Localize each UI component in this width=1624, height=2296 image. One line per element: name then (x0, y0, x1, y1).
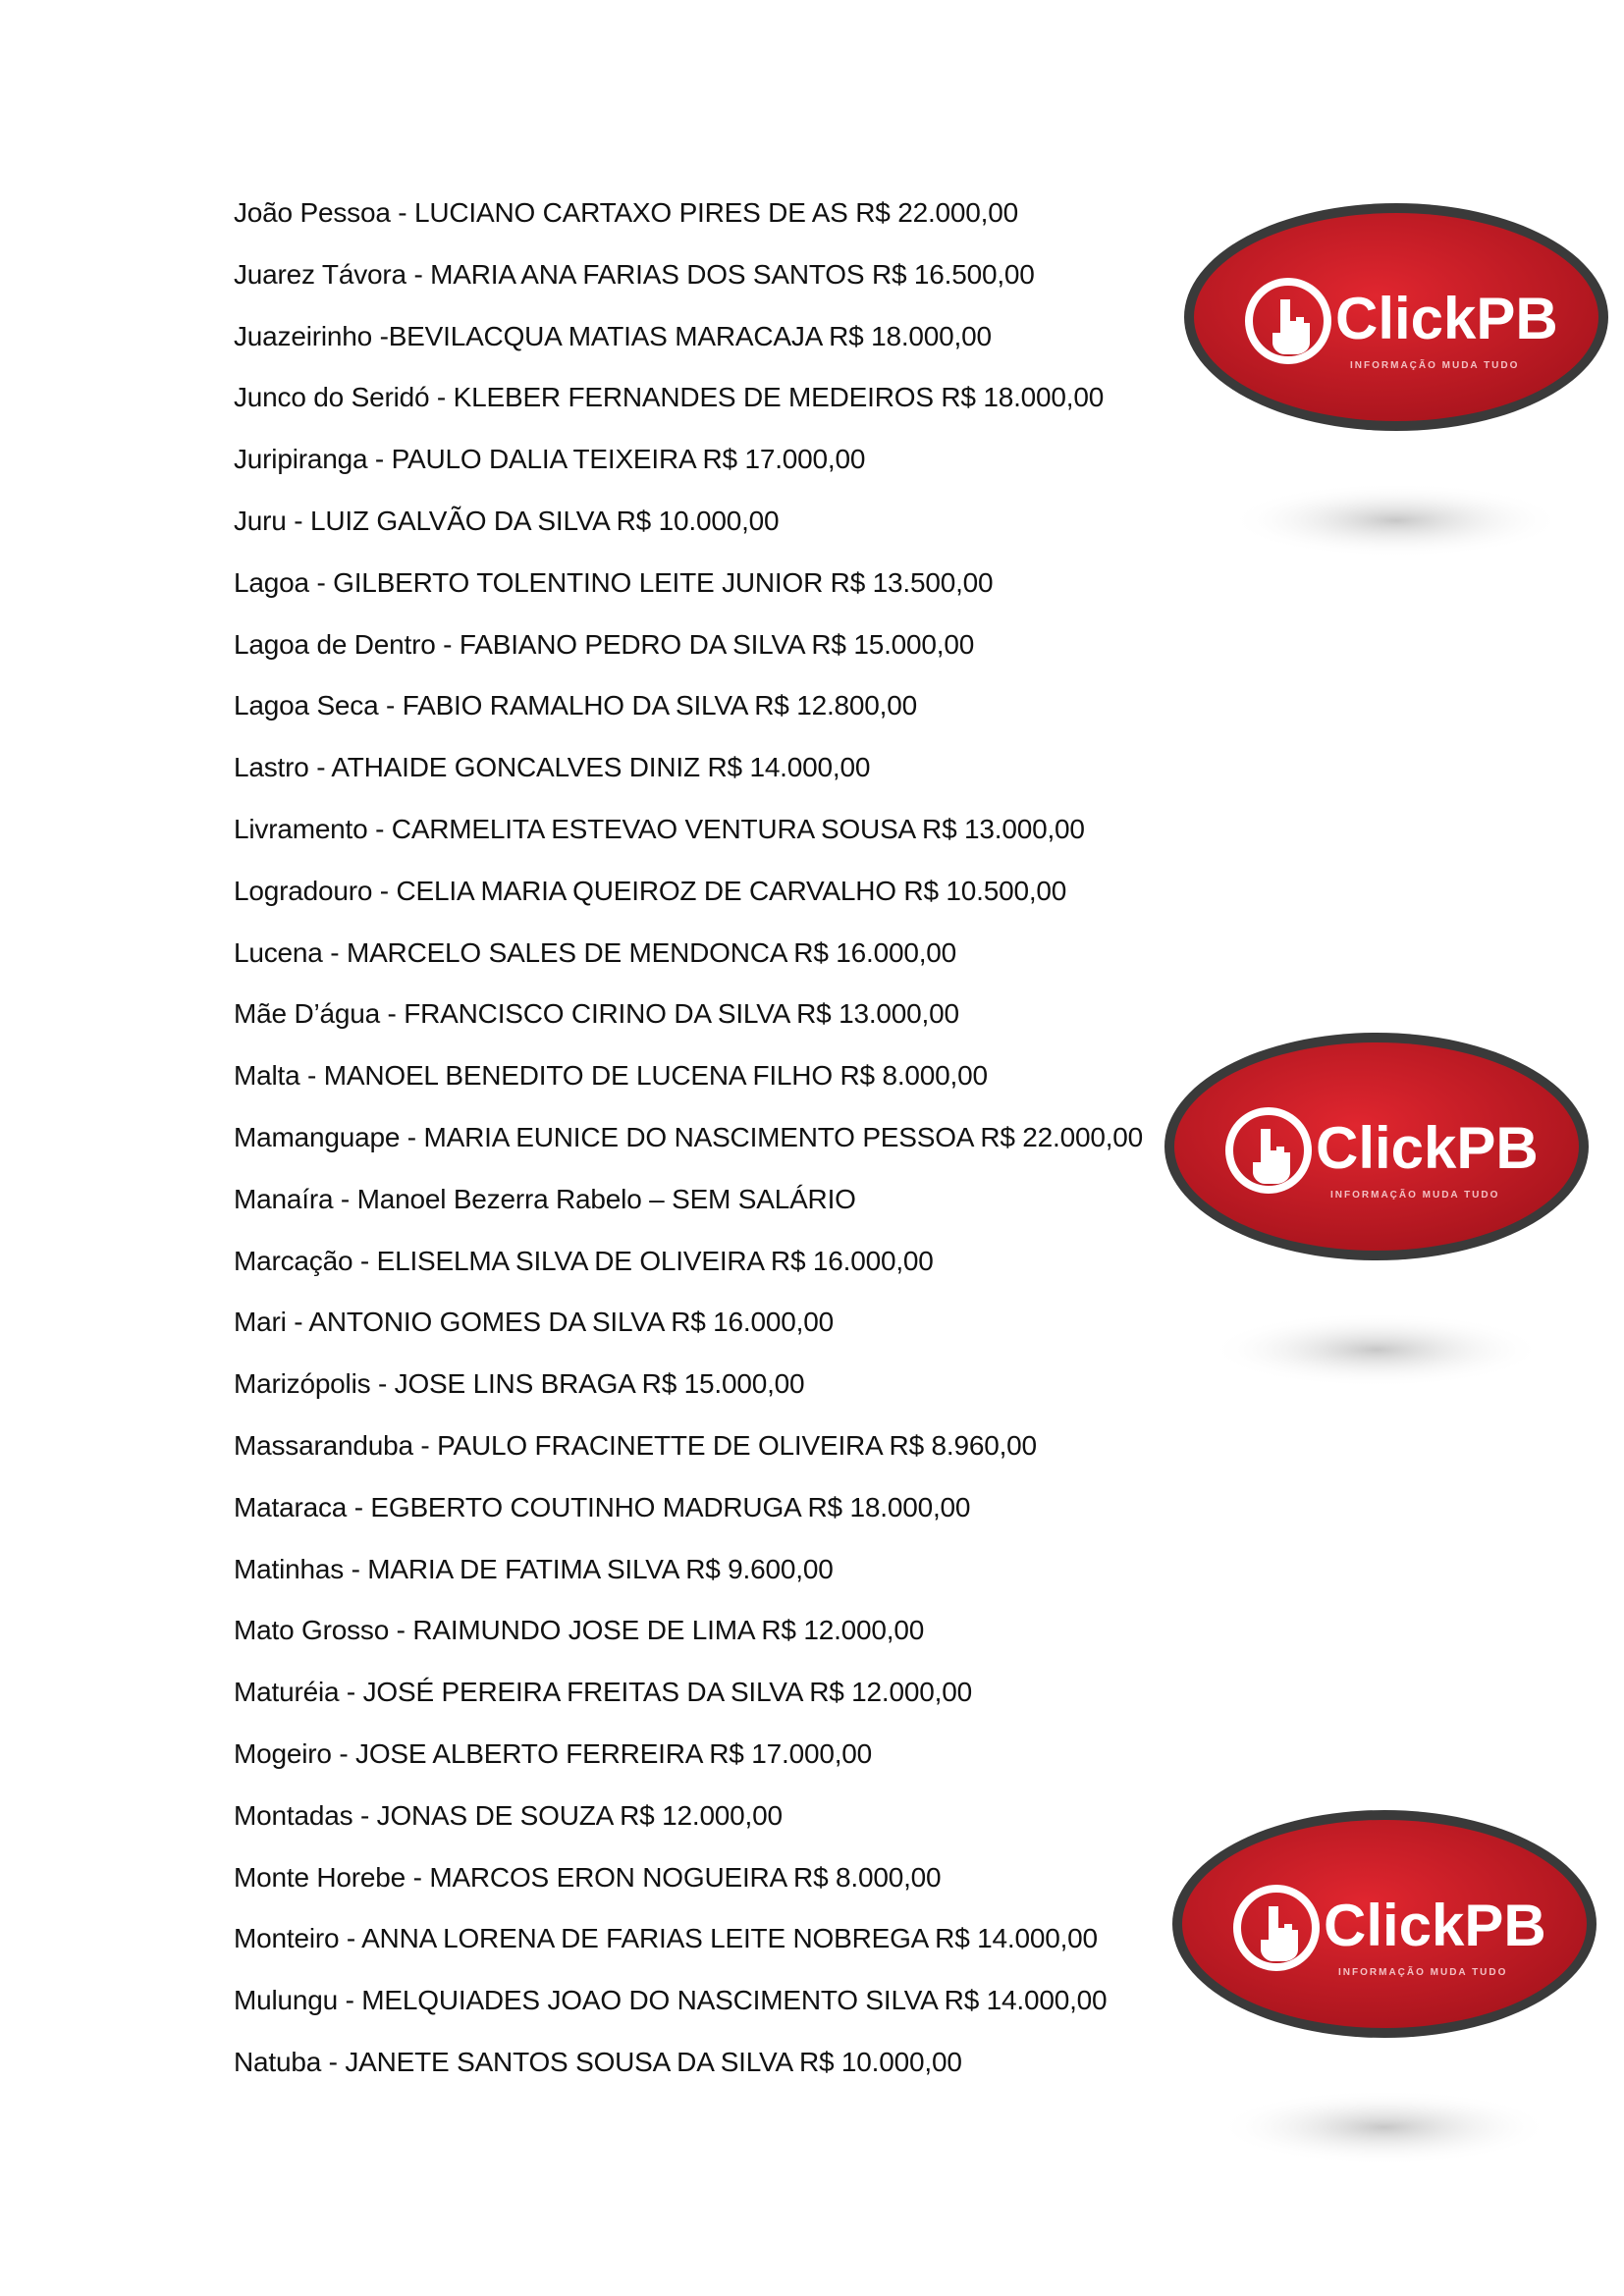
list-item: Marcação - ELISELMA SILVA DE OLIVEIRA R$ 16.000,00 (234, 1245, 934, 1276)
list-item: Mãe D’água - FRANCISCO CIRINO DA SILVA R$ 13.000,00 (234, 998, 959, 1030)
list-item: Manaíra - Manoel Bezerra Rabelo – SEM SALÁRIO (234, 1183, 856, 1214)
logo-shadow (1218, 2090, 1551, 2164)
list-item: Massaranduba - PAULO FRACINETTE DE OLIVEIRA R$ 8.960,00 (234, 1429, 1037, 1461)
logo-wordmark: ClickPB (1324, 1893, 1546, 1958)
list-item: Lagoa de Dentro - FABIANO PEDRO DA SILVA R$ 15.000,00 (234, 628, 975, 660)
list-item: Maturéia - JOSÉ PEREIRA FREITAS DA SILVA R$ 12.000,00 (234, 1677, 972, 1708)
logo-wordmark: ClickPB (1335, 286, 1558, 351)
list-item: Monte Horebe - MARCOS ERON NOGUEIRA R$ 8.000,00 (234, 1861, 942, 1893)
logo-tagline: INFORMAÇÃO MUDA TUDO (1350, 360, 1520, 371)
logo-tagline: INFORMAÇÃO MUDA TUDO (1330, 1190, 1500, 1201)
list-item: Mataraca - EGBERTO COUTINHO MADRUGA R$ 18.000,00 (234, 1491, 971, 1522)
logo-shadow (1229, 483, 1563, 558)
list-item: Logradouro - CELIA MARIA QUEIROZ DE CARVALHO R$ 10.500,00 (234, 875, 1067, 906)
logo-wordmark: ClickPB (1316, 1115, 1539, 1181)
list-item: Livramento - CARMELITA ESTEVAO VENTURA SOUSA R$ 13.000,00 (234, 813, 1085, 844)
list-item: Natuba - JANETE SANTOS SOUSA DA SILVA R$ 10.000,00 (234, 2046, 962, 2077)
list-item: Malta - MANOEL BENEDITO DE LUCENA FILHO R$ 8.000,00 (234, 1060, 988, 1092)
list-item: Junco do Seridó - KLEBER FERNANDES DE MEDEIROS R$ 18.000,00 (234, 382, 1105, 413)
logo-tagline: INFORMAÇÃO MUDA TUDO (1338, 1967, 1508, 1978)
logo-shadow (1210, 1312, 1543, 1387)
list-item: Mari - ANTONIO GOMES DA SILVA R$ 16.000,00 (234, 1307, 834, 1338)
list-item: Mogeiro - JOSE ALBERTO FERREIRA R$ 17.000,00 (234, 1737, 873, 1769)
list-item: Juripiranga - PAULO DALIA TEIXEIRA R$ 17.000,00 (234, 444, 866, 475)
clickpb-logo-watermark (1166, 1798, 1598, 2171)
list-item: Monteiro - ANNA LORENA DE FARIAS LEITE NOBREGA R$ 14.000,00 (234, 1923, 1098, 1954)
list-item: Lagoa Seca - FABIO RAMALHO DA SILVA R$ 12.800,00 (234, 690, 917, 721)
list-item: Juarez Távora - MARIA ANA FARIAS DOS SANTOS R$ 16.500,00 (234, 258, 1035, 290)
list-item: Juru - LUIZ GALVÃO DA SILVA R$ 10.000,00 (234, 505, 780, 536)
mayor-salary-list (234, 191, 1143, 2103)
list-item: João Pessoa - LUCIANO CARTAXO PIRES DE AS R$ 22.000,00 (234, 197, 1018, 228)
list-item: Mato Grosso - RAIMUNDO JOSE DE LIMA R$ 12.000,00 (234, 1615, 925, 1646)
clickpb-logo-watermark (1178, 191, 1610, 564)
list-item: Juazeirinho -BEVILACQUA MATIAS MARACAJA R$ 18.000,00 (234, 320, 992, 351)
list-item: Lucena - MARCELO SALES DE MENDONCA R$ 16.000,00 (234, 936, 957, 968)
list-item: Lastro - ATHAIDE GONCALVES DINIZ R$ 14.000,00 (234, 752, 871, 783)
list-item: Lagoa - GILBERTO TOLENTINO LEITE JUNIOR R$ 13.500,00 (234, 566, 994, 598)
clickpb-logo-watermark (1159, 1021, 1591, 1394)
list-item: Mulungu - MELQUIADES JOAO DO NASCIMENTO SILVA R$ 14.000,00 (234, 1985, 1108, 2016)
list-item: Marizópolis - JOSE LINS BRAGA R$ 15.000,00 (234, 1368, 805, 1400)
list-item: Mamanguape - MARIA EUNICE DO NASCIMENTO PESSOA R$ 22.000,00 (234, 1121, 1144, 1152)
list-item: Montadas - JONAS DE SOUZA R$ 12.000,00 (234, 1799, 783, 1831)
list-item: Matinhas - MARIA DE FATIMA SILVA R$ 9.600,00 (234, 1553, 834, 1584)
